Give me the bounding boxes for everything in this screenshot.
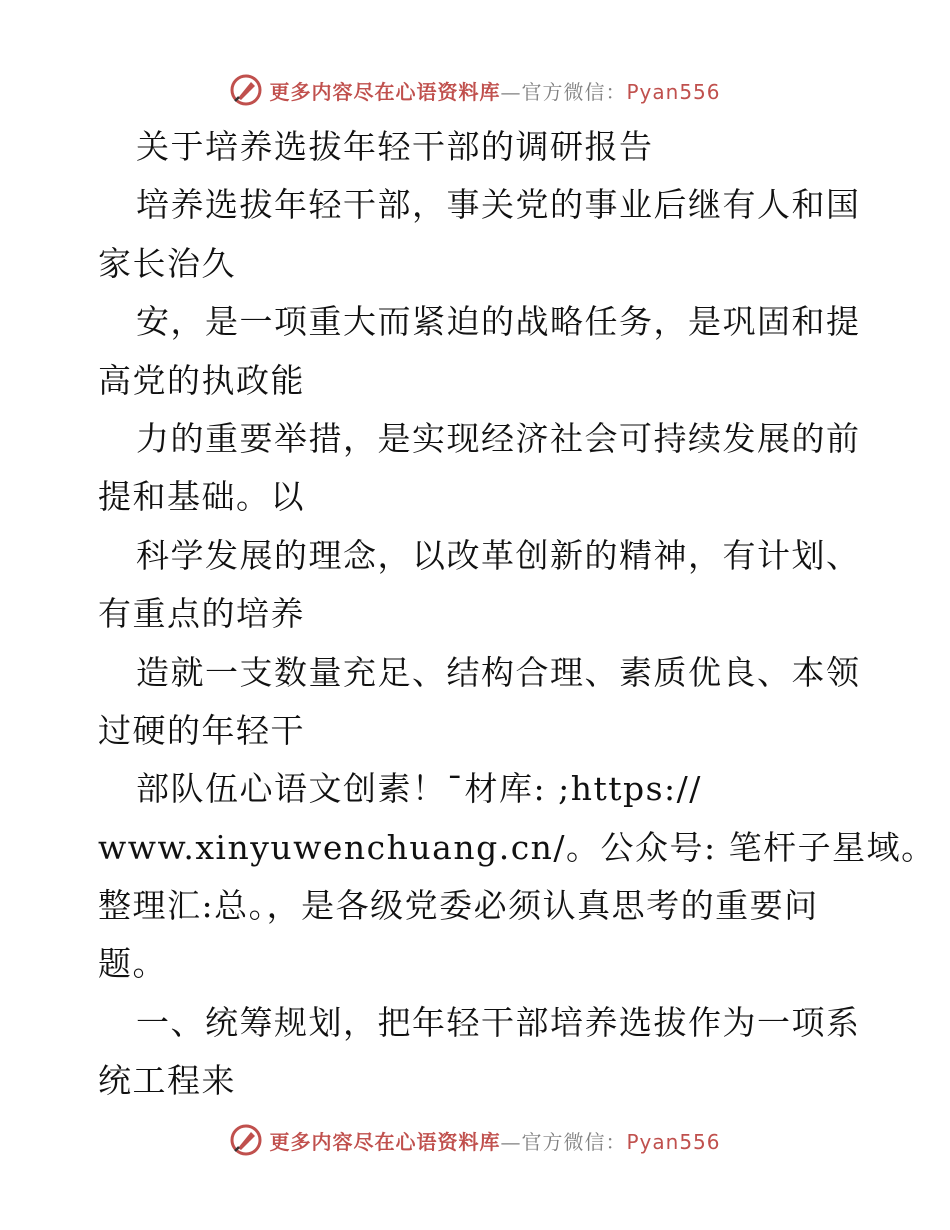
watermark-site-text: 更多内容尽在心语资料库 bbox=[269, 79, 501, 104]
paragraph-line: 题。 bbox=[98, 944, 167, 984]
paragraph-line: 过硬的年轻干 bbox=[98, 710, 305, 750]
paragraph-line: 统工程来 bbox=[98, 1061, 236, 1101]
watermark-separator: — bbox=[500, 1129, 522, 1154]
paragraph-line: 家长治久 bbox=[98, 243, 236, 283]
paragraph-line: 部队伍心语文创素！¯材库: ;https:// bbox=[136, 769, 702, 809]
paragraph-line: 安，是一项重大而紧迫的战略任务，是巩固和提 bbox=[136, 302, 861, 342]
paragraph-line: 造就一支数量充足、结构合理、素质优良、本领 bbox=[136, 652, 861, 692]
watermark-separator: — bbox=[500, 79, 522, 104]
paragraph-line: www.xinyuwenchuang.cn/。公众号: 笔杆子星域。 bbox=[98, 827, 936, 867]
paragraph-line: 有重点的培养 bbox=[98, 594, 305, 634]
watermark-contact-label: 官方微信： bbox=[521, 79, 627, 104]
paragraph-line: 力的重要举措，是实现经济社会可持续发展的前 bbox=[136, 418, 861, 458]
watermark-group bbox=[229, 73, 720, 107]
paragraph-line: 整理汇:总。，是各级党委必须认真思考的重要问 bbox=[98, 886, 819, 926]
pen-nib-logo-icon bbox=[229, 1123, 263, 1157]
paragraph-line: 科学发展的理念，以改革创新的精神，有计划、 bbox=[136, 535, 861, 575]
section-heading: 一、统筹规划，把年轻干部培养选拔作为一项系 bbox=[136, 1002, 861, 1042]
header-watermark bbox=[0, 70, 950, 110]
footer-watermark bbox=[0, 1120, 950, 1160]
doc-title: 关于培养选拔年轻干部的调研报告 bbox=[136, 127, 654, 166]
watermark-wechat-id: Pyan556 bbox=[626, 1129, 721, 1154]
pen-nib-logo-icon bbox=[229, 73, 263, 107]
watermark-contact-label: 官方微信： bbox=[521, 1129, 627, 1154]
paragraph-line: 高党的执政能 bbox=[98, 360, 305, 400]
watermark-text bbox=[269, 76, 720, 105]
watermark-wechat-id: Pyan556 bbox=[626, 79, 721, 104]
watermark-group bbox=[229, 1123, 720, 1157]
watermark-site-text: 更多内容尽在心语资料库 bbox=[269, 1129, 501, 1154]
paragraph-line: 提和基础。以 bbox=[98, 477, 305, 517]
document-body bbox=[98, 118, 936, 1111]
paragraph-line: 培养选拔年轻干部，事关党的事业后继有人和国 bbox=[136, 185, 861, 225]
watermark-text bbox=[269, 1126, 720, 1155]
